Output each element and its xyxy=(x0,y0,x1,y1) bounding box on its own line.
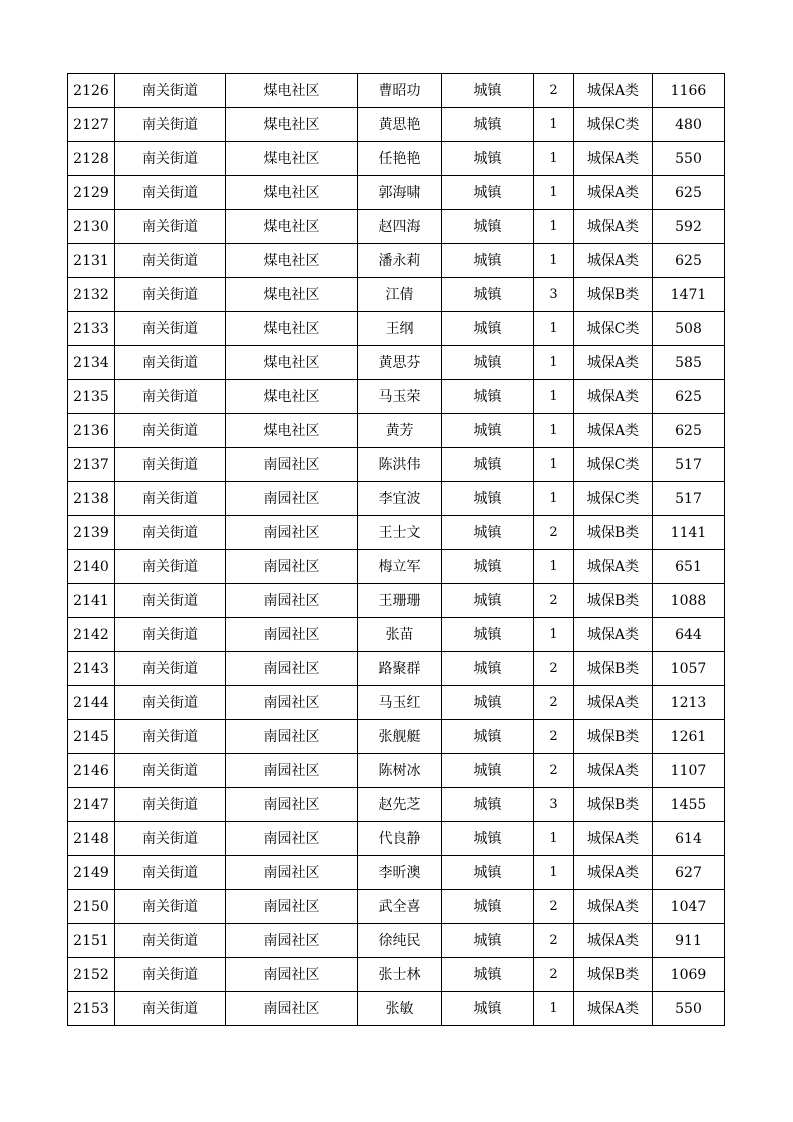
serial-number-cell: 2143 xyxy=(68,652,115,686)
category-cell: 城保C类 xyxy=(574,108,653,142)
table-row xyxy=(68,176,725,210)
household-count-cell: 1 xyxy=(534,618,574,652)
name-cell: 李昕澳 xyxy=(358,856,442,890)
subdistrict-cell: 南关街道 xyxy=(115,312,226,346)
table-row xyxy=(68,856,725,890)
subdistrict-cell: 南关街道 xyxy=(115,142,226,176)
household-type-cell: 城镇 xyxy=(442,584,534,618)
category-cell: 城保A类 xyxy=(574,618,653,652)
subdistrict-cell: 南关街道 xyxy=(115,618,226,652)
serial-number-cell: 2139 xyxy=(68,516,115,550)
table-row xyxy=(68,924,725,958)
name-cell: 赵先芝 xyxy=(358,788,442,822)
subdistrict-cell: 南关街道 xyxy=(115,584,226,618)
table-row xyxy=(68,652,725,686)
community-cell: 煤电社区 xyxy=(226,74,358,108)
subdistrict-cell: 南关街道 xyxy=(115,108,226,142)
subdistrict-cell: 南关街道 xyxy=(115,856,226,890)
name-cell: 李宜波 xyxy=(358,482,442,516)
table-row xyxy=(68,584,725,618)
category-cell: 城保A类 xyxy=(574,924,653,958)
household-count-cell: 2 xyxy=(534,720,574,754)
household-type-cell: 城镇 xyxy=(442,278,534,312)
table-row xyxy=(68,788,725,822)
community-cell: 煤电社区 xyxy=(226,278,358,312)
community-cell: 南园社区 xyxy=(226,958,358,992)
subdistrict-cell: 南关街道 xyxy=(115,822,226,856)
subdistrict-cell: 南关街道 xyxy=(115,210,226,244)
category-cell: 城保A类 xyxy=(574,686,653,720)
name-cell: 马玉荣 xyxy=(358,380,442,414)
table-row xyxy=(68,74,725,108)
household-type-cell: 城镇 xyxy=(442,108,534,142)
household-count-cell: 3 xyxy=(534,788,574,822)
household-type-cell: 城镇 xyxy=(442,856,534,890)
household-type-cell: 城镇 xyxy=(442,414,534,448)
household-count-cell: 1 xyxy=(534,312,574,346)
community-cell: 南园社区 xyxy=(226,924,358,958)
name-cell: 张苗 xyxy=(358,618,442,652)
name-cell: 王士文 xyxy=(358,516,442,550)
serial-number-cell: 2150 xyxy=(68,890,115,924)
serial-number-cell: 2130 xyxy=(68,210,115,244)
community-cell: 南园社区 xyxy=(226,550,358,584)
subdistrict-cell: 南关街道 xyxy=(115,720,226,754)
amount-cell: 1261 xyxy=(653,720,725,754)
amount-cell: 911 xyxy=(653,924,725,958)
household-count-cell: 1 xyxy=(534,176,574,210)
table-row xyxy=(68,822,725,856)
table-row xyxy=(68,686,725,720)
table-row xyxy=(68,244,725,278)
table-row xyxy=(68,754,725,788)
amount-cell: 1455 xyxy=(653,788,725,822)
community-cell: 煤电社区 xyxy=(226,210,358,244)
household-count-cell: 2 xyxy=(534,958,574,992)
name-cell: 路聚群 xyxy=(358,652,442,686)
amount-cell: 1057 xyxy=(653,652,725,686)
category-cell: 城保A类 xyxy=(574,176,653,210)
table-row xyxy=(68,618,725,652)
serial-number-cell: 2140 xyxy=(68,550,115,584)
household-count-cell: 3 xyxy=(534,278,574,312)
community-cell: 煤电社区 xyxy=(226,380,358,414)
community-cell: 煤电社区 xyxy=(226,108,358,142)
serial-number-cell: 2145 xyxy=(68,720,115,754)
category-cell: 城保A类 xyxy=(574,992,653,1026)
table-row xyxy=(68,346,725,380)
serial-number-cell: 2146 xyxy=(68,754,115,788)
table-row xyxy=(68,720,725,754)
category-cell: 城保B类 xyxy=(574,720,653,754)
table-row xyxy=(68,312,725,346)
subdistrict-cell: 南关街道 xyxy=(115,550,226,584)
table-row xyxy=(68,210,725,244)
household-count-cell: 2 xyxy=(534,754,574,788)
household-type-cell: 城镇 xyxy=(442,652,534,686)
subdistrict-cell: 南关街道 xyxy=(115,346,226,380)
category-cell: 城保C类 xyxy=(574,312,653,346)
household-type-cell: 城镇 xyxy=(442,720,534,754)
name-cell: 黄思艳 xyxy=(358,108,442,142)
household-type-cell: 城镇 xyxy=(442,992,534,1026)
category-cell: 城保B类 xyxy=(574,652,653,686)
community-cell: 南园社区 xyxy=(226,652,358,686)
amount-cell: 625 xyxy=(653,414,725,448)
subdistrict-cell: 南关街道 xyxy=(115,74,226,108)
name-cell: 马玉红 xyxy=(358,686,442,720)
serial-number-cell: 2149 xyxy=(68,856,115,890)
table-row xyxy=(68,516,725,550)
category-cell: 城保A类 xyxy=(574,142,653,176)
household-type-cell: 城镇 xyxy=(442,142,534,176)
household-count-cell: 1 xyxy=(534,856,574,890)
household-type-cell: 城镇 xyxy=(442,686,534,720)
amount-cell: 1088 xyxy=(653,584,725,618)
subdistrict-cell: 南关街道 xyxy=(115,516,226,550)
name-cell: 张舰艇 xyxy=(358,720,442,754)
household-count-cell: 2 xyxy=(534,584,574,618)
subdistrict-cell: 南关街道 xyxy=(115,482,226,516)
table-row xyxy=(68,958,725,992)
household-type-cell: 城镇 xyxy=(442,958,534,992)
subdistrict-cell: 南关街道 xyxy=(115,380,226,414)
category-cell: 城保A类 xyxy=(574,414,653,448)
table-row xyxy=(68,550,725,584)
name-cell: 武全喜 xyxy=(358,890,442,924)
name-cell: 张敏 xyxy=(358,992,442,1026)
household-type-cell: 城镇 xyxy=(442,754,534,788)
table-row xyxy=(68,108,725,142)
serial-number-cell: 2132 xyxy=(68,278,115,312)
name-cell: 赵四海 xyxy=(358,210,442,244)
name-cell: 曹昭功 xyxy=(358,74,442,108)
community-cell: 南园社区 xyxy=(226,584,358,618)
amount-cell: 1213 xyxy=(653,686,725,720)
subdistrict-cell: 南关街道 xyxy=(115,958,226,992)
serial-number-cell: 2152 xyxy=(68,958,115,992)
category-cell: 城保B类 xyxy=(574,516,653,550)
serial-number-cell: 2147 xyxy=(68,788,115,822)
community-cell: 南园社区 xyxy=(226,448,358,482)
serial-number-cell: 2137 xyxy=(68,448,115,482)
household-type-cell: 城镇 xyxy=(442,74,534,108)
household-count-cell: 2 xyxy=(534,686,574,720)
name-cell: 陈洪伟 xyxy=(358,448,442,482)
household-type-cell: 城镇 xyxy=(442,618,534,652)
household-count-cell: 1 xyxy=(534,380,574,414)
amount-cell: 592 xyxy=(653,210,725,244)
amount-cell: 625 xyxy=(653,244,725,278)
household-count-cell: 1 xyxy=(534,448,574,482)
household-count-cell: 2 xyxy=(534,652,574,686)
serial-number-cell: 2133 xyxy=(68,312,115,346)
table-row xyxy=(68,278,725,312)
category-cell: 城保A类 xyxy=(574,550,653,584)
serial-number-cell: 2126 xyxy=(68,74,115,108)
community-cell: 煤电社区 xyxy=(226,414,358,448)
amount-cell: 1107 xyxy=(653,754,725,788)
serial-number-cell: 2141 xyxy=(68,584,115,618)
name-cell: 梅立军 xyxy=(358,550,442,584)
table-row xyxy=(68,448,725,482)
name-cell: 郭海啸 xyxy=(358,176,442,210)
amount-cell: 517 xyxy=(653,482,725,516)
household-count-cell: 2 xyxy=(534,924,574,958)
name-cell: 任艳艳 xyxy=(358,142,442,176)
name-cell: 陈树冰 xyxy=(358,754,442,788)
subdistrict-cell: 南关街道 xyxy=(115,924,226,958)
community-cell: 南园社区 xyxy=(226,788,358,822)
category-cell: 城保A类 xyxy=(574,380,653,414)
amount-cell: 1166 xyxy=(653,74,725,108)
amount-cell: 627 xyxy=(653,856,725,890)
household-count-cell: 2 xyxy=(534,516,574,550)
serial-number-cell: 2127 xyxy=(68,108,115,142)
household-count-cell: 1 xyxy=(534,210,574,244)
category-cell: 城保A类 xyxy=(574,244,653,278)
household-type-cell: 城镇 xyxy=(442,380,534,414)
household-count-cell: 1 xyxy=(534,414,574,448)
amount-cell: 1069 xyxy=(653,958,725,992)
amount-cell: 517 xyxy=(653,448,725,482)
subdistrict-cell: 南关街道 xyxy=(115,652,226,686)
amount-cell: 651 xyxy=(653,550,725,584)
table-row xyxy=(68,380,725,414)
name-cell: 徐纯民 xyxy=(358,924,442,958)
amount-cell: 644 xyxy=(653,618,725,652)
table-row xyxy=(68,482,725,516)
name-cell: 江倩 xyxy=(358,278,442,312)
category-cell: 城保A类 xyxy=(574,754,653,788)
household-type-cell: 城镇 xyxy=(442,448,534,482)
roster-table-body xyxy=(68,74,725,1026)
subdistrict-cell: 南关街道 xyxy=(115,244,226,278)
household-count-cell: 1 xyxy=(534,992,574,1026)
subdistrict-cell: 南关街道 xyxy=(115,754,226,788)
subdistrict-cell: 南关街道 xyxy=(115,788,226,822)
household-type-cell: 城镇 xyxy=(442,210,534,244)
community-cell: 南园社区 xyxy=(226,754,358,788)
amount-cell: 550 xyxy=(653,992,725,1026)
household-type-cell: 城镇 xyxy=(442,346,534,380)
name-cell: 潘永莉 xyxy=(358,244,442,278)
category-cell: 城保A类 xyxy=(574,856,653,890)
community-cell: 南园社区 xyxy=(226,686,358,720)
serial-number-cell: 2144 xyxy=(68,686,115,720)
subdistrict-cell: 南关街道 xyxy=(115,686,226,720)
name-cell: 黄芳 xyxy=(358,414,442,448)
community-cell: 南园社区 xyxy=(226,822,358,856)
household-count-cell: 1 xyxy=(534,108,574,142)
amount-cell: 585 xyxy=(653,346,725,380)
name-cell: 黄思芬 xyxy=(358,346,442,380)
table-row xyxy=(68,414,725,448)
name-cell: 张士林 xyxy=(358,958,442,992)
table-row xyxy=(68,992,725,1026)
serial-number-cell: 2134 xyxy=(68,346,115,380)
name-cell: 王珊珊 xyxy=(358,584,442,618)
household-type-cell: 城镇 xyxy=(442,890,534,924)
household-type-cell: 城镇 xyxy=(442,550,534,584)
household-type-cell: 城镇 xyxy=(442,312,534,346)
community-cell: 煤电社区 xyxy=(226,312,358,346)
serial-number-cell: 2129 xyxy=(68,176,115,210)
subdistrict-cell: 南关街道 xyxy=(115,890,226,924)
household-count-cell: 1 xyxy=(534,482,574,516)
household-type-cell: 城镇 xyxy=(442,482,534,516)
subdistrict-cell: 南关街道 xyxy=(115,278,226,312)
roster-table xyxy=(67,73,725,1026)
community-cell: 南园社区 xyxy=(226,720,358,754)
serial-number-cell: 2151 xyxy=(68,924,115,958)
community-cell: 南园社区 xyxy=(226,856,358,890)
subdistrict-cell: 南关街道 xyxy=(115,448,226,482)
household-count-cell: 1 xyxy=(534,244,574,278)
household-type-cell: 城镇 xyxy=(442,516,534,550)
community-cell: 南园社区 xyxy=(226,992,358,1026)
community-cell: 煤电社区 xyxy=(226,244,358,278)
serial-number-cell: 2153 xyxy=(68,992,115,1026)
serial-number-cell: 2136 xyxy=(68,414,115,448)
table-row xyxy=(68,142,725,176)
amount-cell: 550 xyxy=(653,142,725,176)
community-cell: 煤电社区 xyxy=(226,176,358,210)
name-cell: 代良静 xyxy=(358,822,442,856)
amount-cell: 625 xyxy=(653,176,725,210)
household-count-cell: 2 xyxy=(534,74,574,108)
category-cell: 城保A类 xyxy=(574,210,653,244)
subdistrict-cell: 南关街道 xyxy=(115,176,226,210)
serial-number-cell: 2128 xyxy=(68,142,115,176)
serial-number-cell: 2131 xyxy=(68,244,115,278)
amount-cell: 1141 xyxy=(653,516,725,550)
serial-number-cell: 2138 xyxy=(68,482,115,516)
household-count-cell: 1 xyxy=(534,142,574,176)
community-cell: 南园社区 xyxy=(226,890,358,924)
subdistrict-cell: 南关街道 xyxy=(115,992,226,1026)
community-cell: 煤电社区 xyxy=(226,346,358,380)
serial-number-cell: 2142 xyxy=(68,618,115,652)
household-type-cell: 城镇 xyxy=(442,924,534,958)
category-cell: 城保B类 xyxy=(574,788,653,822)
subdistrict-cell: 南关街道 xyxy=(115,414,226,448)
household-type-cell: 城镇 xyxy=(442,822,534,856)
amount-cell: 1471 xyxy=(653,278,725,312)
serial-number-cell: 2148 xyxy=(68,822,115,856)
amount-cell: 625 xyxy=(653,380,725,414)
household-count-cell: 1 xyxy=(534,822,574,856)
table-row xyxy=(68,890,725,924)
household-count-cell: 1 xyxy=(534,346,574,380)
household-count-cell: 1 xyxy=(534,550,574,584)
category-cell: 城保C类 xyxy=(574,448,653,482)
serial-number-cell: 2135 xyxy=(68,380,115,414)
community-cell: 煤电社区 xyxy=(226,142,358,176)
category-cell: 城保A类 xyxy=(574,890,653,924)
household-type-cell: 城镇 xyxy=(442,176,534,210)
category-cell: 城保B类 xyxy=(574,958,653,992)
household-count-cell: 2 xyxy=(534,890,574,924)
category-cell: 城保C类 xyxy=(574,482,653,516)
amount-cell: 508 xyxy=(653,312,725,346)
category-cell: 城保B类 xyxy=(574,584,653,618)
category-cell: 城保B类 xyxy=(574,278,653,312)
community-cell: 南园社区 xyxy=(226,482,358,516)
amount-cell: 480 xyxy=(653,108,725,142)
amount-cell: 614 xyxy=(653,822,725,856)
name-cell: 王纲 xyxy=(358,312,442,346)
category-cell: 城保A类 xyxy=(574,822,653,856)
category-cell: 城保A类 xyxy=(574,346,653,380)
community-cell: 南园社区 xyxy=(226,516,358,550)
community-cell: 南园社区 xyxy=(226,618,358,652)
household-type-cell: 城镇 xyxy=(442,244,534,278)
amount-cell: 1047 xyxy=(653,890,725,924)
category-cell: 城保A类 xyxy=(574,74,653,108)
household-type-cell: 城镇 xyxy=(442,788,534,822)
